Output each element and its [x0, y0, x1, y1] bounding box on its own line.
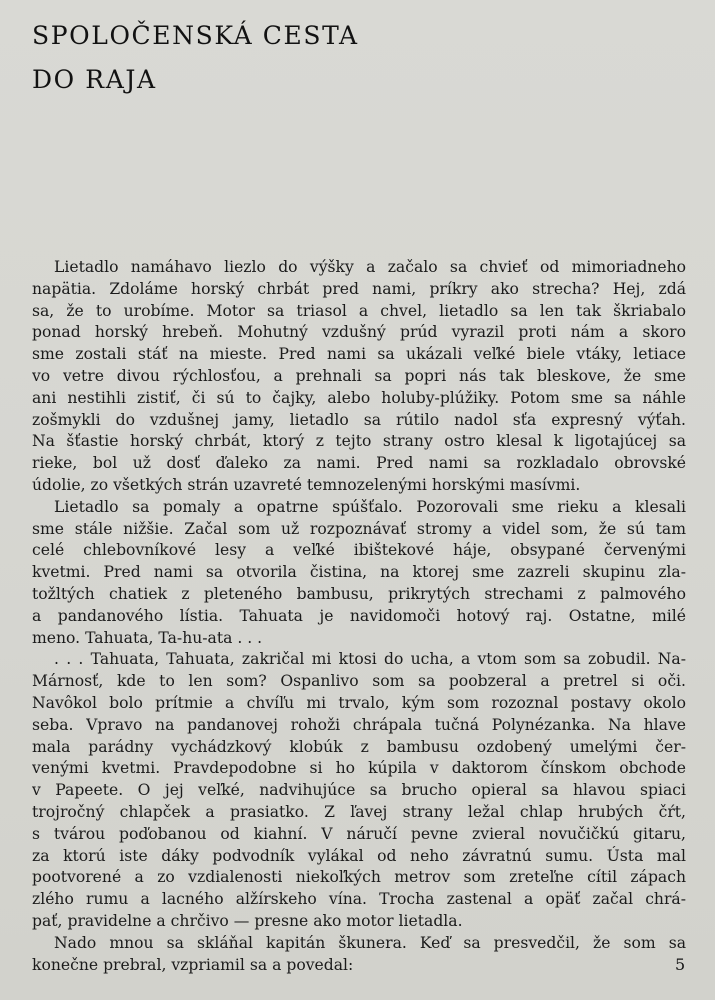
body-text: [32, 257, 686, 976]
text-line: . . . Tahuata, Tahuata, zakričal mi ktosi do ucha, a vtom som sa zobudil. Na-: [54, 650, 686, 669]
text-line: sme stále nižšie. Začal som už rozpoznávať stromy a videl som, že sú tam: [32, 519, 686, 538]
text-line: vo vetre divou rýchlosťou, a prehnali sa popri nás tak bleskove, že sme: [32, 366, 686, 385]
text-line: ani nestihli zistiť, či sú to čajky, alebo holuby-plúžiky. Potom sme sa náhle: [32, 388, 686, 407]
text-line: napätia. Zdoláme horský chrbát pred nami, príkry ako strecha? Hej, zdá: [32, 279, 686, 298]
text-line: v Papeete. O jej veľké, nadvihujúce sa brucho opieral sa hlavou spiaci: [32, 781, 686, 800]
text-line: pať, pravidelne a chrčivo — presne ako motor lietadla.: [32, 911, 463, 930]
text-line: Lietadlo namáhavo liezlo do výšky a začalo sa chvieť od mimoriadneho: [54, 258, 686, 276]
text-line: ponad horský hrebeň. Mohutný vzdušný prúd vyrazil proti nám a skoro: [32, 323, 686, 342]
text-line: celé chlebovníkové lesy a veľké ibištekové háje, obsypané červenými: [32, 541, 686, 560]
text-line: mala parádny vychádzkový klobúk z bambusu ozdobený umelými čer-: [32, 737, 686, 756]
chapter-title-line: SPOLOČENSKÁ CESTA: [32, 21, 359, 50]
text-line: kvetmi. Pred nami sa otvorila čistina, na ktorej sme zazreli skupinu zla-: [32, 563, 686, 582]
chapter-title: [32, 14, 532, 102]
text-line: s tvárou poďobanou od kiahní. V náručí pevne zvieral novučičkú gitaru,: [32, 824, 686, 843]
text-line: za ktorú iste dáky podvodník vylákal od neho závratnú sumu. Ústa mal: [32, 846, 686, 865]
text-line: a pandanového lístia. Tahuata je navidomoči hotový raj. Ostatne, milé: [32, 606, 686, 625]
text-line: konečne prebral, vzpriamil sa a povedal:: [32, 955, 354, 974]
text-line: trojročný chlapček a prasiatko. Z ľavej strany ležal chlap hrubých čŕt,: [32, 802, 686, 821]
chapter-title-line: DO RAJA: [32, 65, 157, 94]
page-number: 5: [675, 955, 686, 974]
text-line: zošmykli do vzdušnej jamy, lietadlo sa rútilo nadol sťa expresný výťah.: [32, 410, 686, 429]
text-line: Nado mnou sa skláňal kapitán škunera. Keď sa presvedčil, že som sa: [54, 933, 686, 952]
text-line: sa, že to urobíme. Motor sa triasol a chvel, lietadlo sa len tak škriabalo: [32, 301, 686, 320]
text-line: tožltých chatiek z pleteného bambusu, prikrytých strechami z palmového: [32, 584, 686, 603]
text-line: venými kvetmi. Pravdepodobne si ho kúpila v daktorom čínskom obchode: [32, 759, 686, 778]
text-line: Márnosť, kde to len som? Ospanlivo som sa poobzeral a pretrel si oči.: [32, 672, 686, 691]
text-line: zlého rumu a lacného alžírskeho vína. Trocha zastenal a opäť začal chrá-: [32, 890, 686, 909]
text-line: Na šťastie horský chrbát, ktorý z tejto strany ostro klesal k ligotajúcej sa: [32, 432, 686, 451]
text-line: Lietadlo sa pomaly a opatrne spúšťalo. Pozorovali sme rieku a klesali: [54, 497, 686, 516]
text-line: seba. Vpravo na pandanovej rohoži chrápala tučná Polynézanka. Na hlave: [32, 715, 686, 734]
text-line: údolie, zo všetkých strán uzavreté temnozelenými horskými masívmi.: [32, 475, 581, 494]
text-line: Navôkol bolo prítmie a chvíľu mi trvalo, kým som rozoznal postavy okolo: [32, 693, 686, 712]
text-line: sme zostali stáť na mieste. Pred nami sa ukázali veľké biele vtáky, letiace: [32, 345, 686, 364]
text-line: rieke, bol už dosť ďaleko za nami. Pred nami sa rozkladalo obrovské: [32, 454, 686, 473]
text-line: meno. Tahuata, Ta-hu-ata . . .: [32, 628, 263, 647]
text-line: pootvorené a zo vzdialenosti niekoľkých metrov som zreteľne cítil zápach: [32, 868, 686, 887]
